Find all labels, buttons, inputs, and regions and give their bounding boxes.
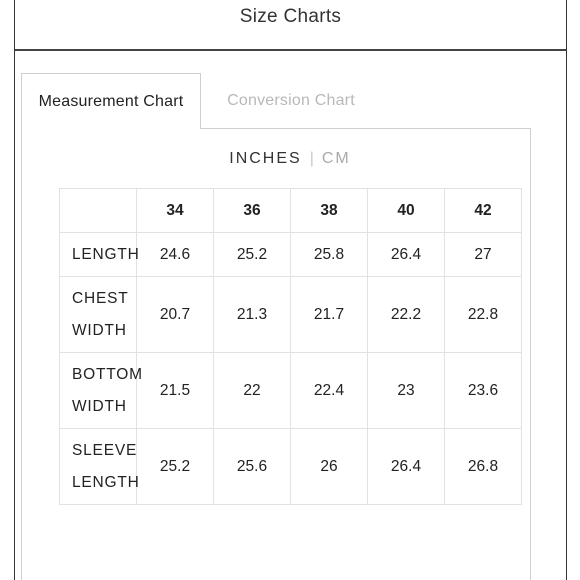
header-cell-size: 38 [291, 189, 368, 233]
table-cell: 23.6 [445, 353, 522, 429]
tab-measurement-chart[interactable]: Measurement Chart [21, 73, 201, 129]
row-label [60, 353, 143, 429]
size-table [59, 188, 522, 505]
row-label-line: BOTTOM [72, 365, 143, 383]
table-header-row [60, 189, 522, 233]
table-cell: 22.4 [291, 353, 368, 429]
row-label-line: CHEST [72, 289, 129, 307]
table-cell: 21.5 [137, 353, 214, 429]
unit-separator: | [309, 150, 314, 167]
row-label [60, 277, 137, 353]
table-cell: 26.8 [445, 429, 522, 505]
table-cell: 25.2 [214, 233, 291, 277]
header-cell-empty [60, 189, 137, 233]
unit-inches-option[interactable]: INCHES [229, 150, 302, 167]
table-cell: 22.2 [368, 277, 445, 353]
row-label-line: LENGTH [72, 473, 140, 491]
header-cell-size: 40 [368, 189, 445, 233]
table-cell: 25.8 [291, 233, 368, 277]
table-cell: 27 [445, 233, 522, 277]
header-cell-size: 34 [137, 189, 214, 233]
row-label [60, 429, 140, 505]
table-cell: 26.4 [368, 233, 445, 277]
unit-cm-option[interactable]: CM [321, 150, 351, 167]
row-label-line: SLEEVE [72, 441, 138, 459]
table-cell: 24.6 [137, 233, 214, 277]
table-cell: 26.4 [368, 429, 445, 505]
row-label: LENGTH [60, 233, 137, 277]
table-cell: 25.6 [214, 429, 291, 505]
table-cell: 20.7 [137, 277, 214, 353]
modal-title: Size Charts [239, 5, 342, 27]
table-row [60, 353, 522, 429]
table-cell: 22.8 [445, 277, 522, 353]
table-row [60, 429, 522, 505]
table-cell: 26 [291, 429, 368, 505]
row-label-line: WIDTH [72, 397, 127, 415]
table-cell: 22 [214, 353, 291, 429]
table-row [60, 277, 522, 353]
unit-toggle [0, 150, 580, 168]
table-cell: 21.3 [214, 277, 291, 353]
header-cell-size: 42 [445, 189, 522, 233]
table-cell: 21.7 [291, 277, 368, 353]
table-cell: 25.2 [137, 429, 214, 505]
header-cell-size: 36 [214, 189, 291, 233]
row-label-line: WIDTH [72, 321, 127, 339]
table-cell: 23 [368, 353, 445, 429]
table-row [60, 233, 522, 277]
tab-conversion-chart[interactable]: Conversion Chart [227, 92, 355, 109]
modal-header [15, 0, 566, 51]
